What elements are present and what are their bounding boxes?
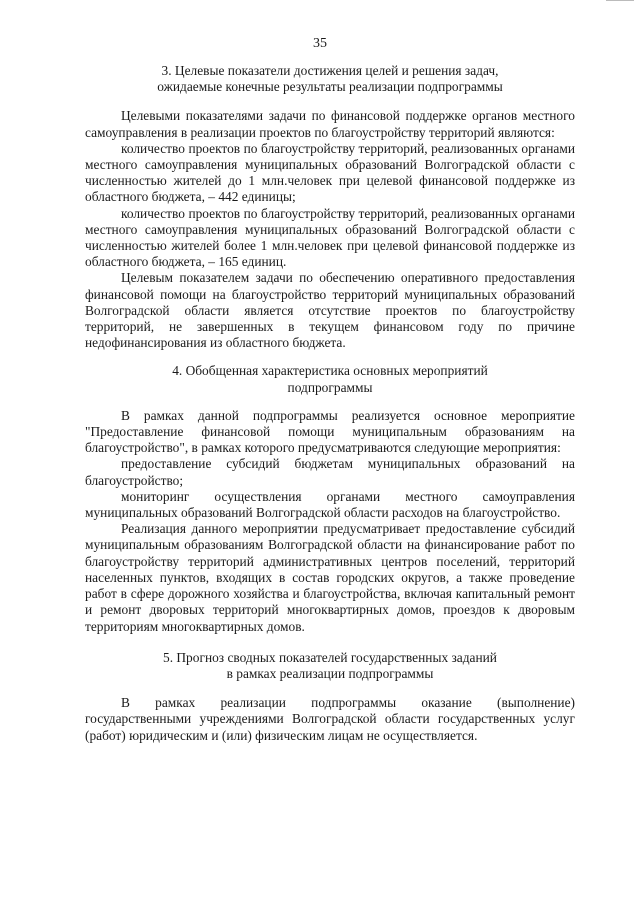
section-5-paragraph: В рамках реализации подпрограммы оказание (выполнение) государственными учреждениями Волгоградской области государственных услуг (работ) юридическим и (или) физическим лицам не осуществляется. (85, 695, 575, 743)
section-3-title-line-1: 3. Целевые показатели достижения целей и решения задач, (161, 63, 499, 78)
section-4-paragraph: мониторинг осуществления органами местного самоуправления муниципальных образований Волгоградской области расходов на благоустройство. (85, 488, 575, 521)
section-5-heading (85, 650, 575, 682)
section-3-paragraph: количество проектов по благоустройству территорий, реализованных органами местного самоуправления муниципальных образований Волгоградской области с численностью жителей до 1 млн.человек при целевой финансовой поддержке из областного бюджета, – 442 единицы; (85, 140, 575, 205)
section-3-heading (85, 63, 575, 95)
section-4-heading (85, 363, 575, 395)
corner-mark (606, 0, 634, 3)
section-4-title-line-2: подпрограммы (287, 379, 373, 395)
section-3-paragraph: количество проектов по благоустройству территорий, реализованных органами местного самоуправления муниципальных образований Волгоградской области с численностью жителей более 1 млн.человек при целевой финансовой поддержке из областного бюджета, – 165 единиц. (85, 205, 575, 270)
section-5-title-line-1: 5. Прогноз сводных показателей государственных заданий (163, 649, 497, 665)
section-3-paragraph: Целевым показателем задачи по обеспечению оперативного предоставления финансовой помощи на благоустройство территорий муниципальных образований Волгоградской области является отсутствие проектов по благоустройству территорий, не завершенных в текущем финансовом году по причине недофинансирования из областного бюджета. (85, 270, 575, 351)
section-3-title-line-2: ожидаемые конечные результаты реализации подпрограммы (157, 79, 503, 95)
page-content (85, 63, 575, 744)
page-number: 35 (313, 36, 327, 51)
section-4-paragraph: предоставление субсидий бюджетам муниципальных образований на благоустройство; (85, 456, 575, 488)
section-4-paragraph: В рамках данной подпрограммы реализуется основное мероприятие "Предоставление финансовой помощи муниципальным образованиям на благоустройство", в рамках которого предусматриваются следующие мероприятия: (85, 407, 575, 456)
section-4-title-line-1: 4. Обобщенная характеристика основных мероприятий (172, 363, 488, 379)
section-4-paragraph: Реализация данного мероприятии предусматривает предоставление субсидий муниципальным образованиям Волгоградской области на финансирование работ по благоустройству территорий административных центров поселений, территорий населенных пунктов, входящих в состав городских округов, а также проведение работ в сфере дорожного хозяйства и благоустройства, включая капитальный ремонт и ремонт дворовых территорий многоквартирных домов, проездов к дворовым территориям многоквартирных домов. (85, 521, 575, 634)
section-3-paragraph: Целевыми показателями задачи по финансовой поддержке органов местного самоуправления в реализации проектов по благоустройству территорий являются: (85, 108, 575, 140)
section-5-title-line-2: в рамках реализации подпрограммы (226, 665, 434, 681)
